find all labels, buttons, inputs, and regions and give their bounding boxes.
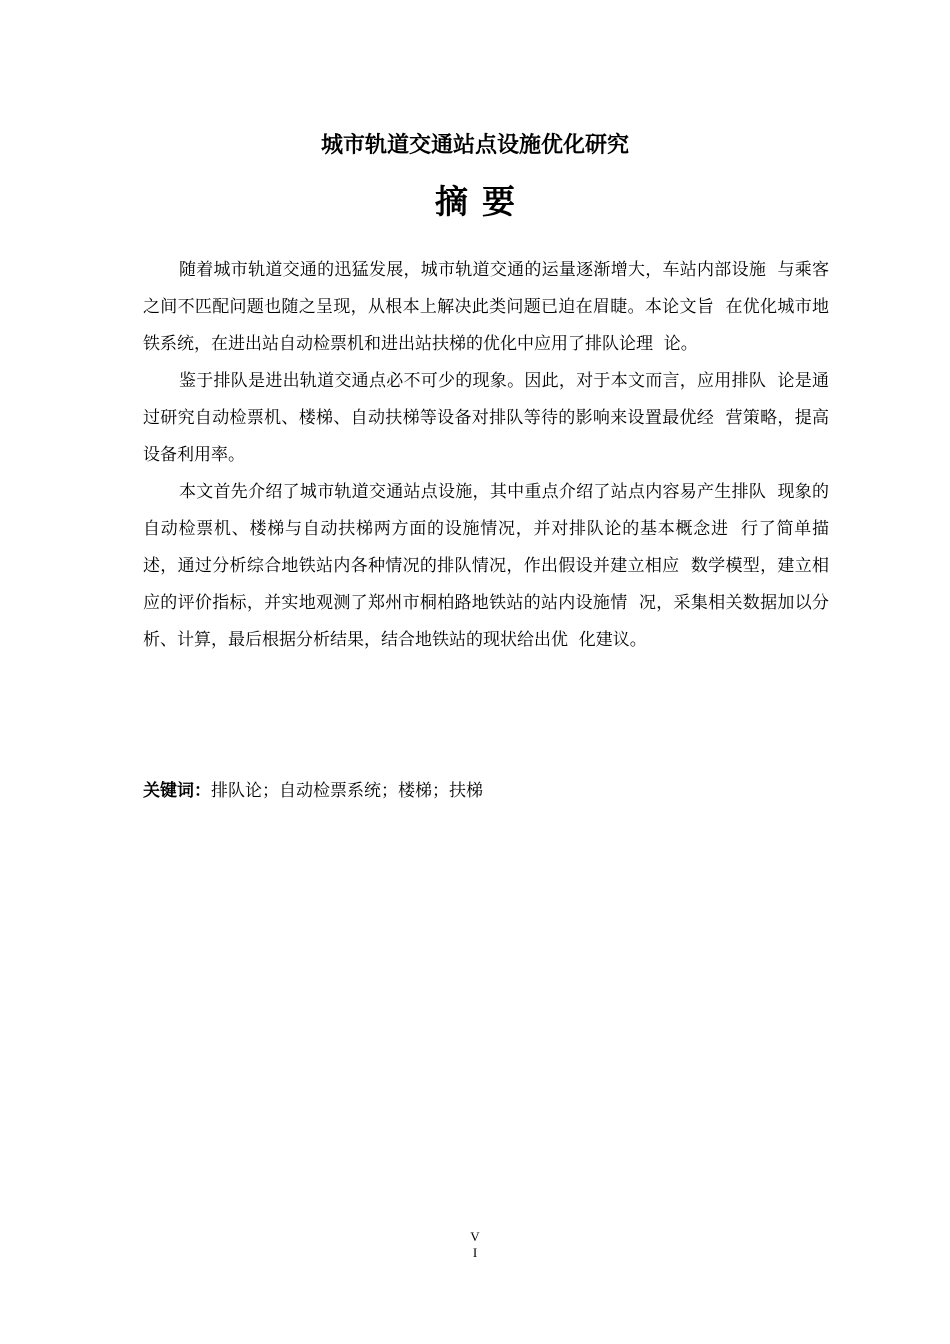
page-number-line-1: V — [470, 1229, 480, 1244]
keywords-value: 排队论；自动检票系统；楼梯；扶梯 — [211, 781, 483, 801]
abstract-paragraph-1: 随着城市轨道交通的迅猛发展，城市轨道交通的运量逐渐增大，车站内部设施 与乘客之间不匹配问题也随之呈现，从根本上解决此类问题已迫在眉睫。本论文旨 在优化城市地铁系统，在进出站自动检票机和进出站扶梯的优化中应用了排队论理 论。 — [143, 260, 829, 354]
abstract-heading: 摘要 — [435, 182, 529, 221]
abstract-paragraph-3: 本文首先介绍了城市轨道交通站点设施，其中重点介绍了站点内容易产生排队 现象的自动检票机、楼梯与自动扶梯两方面的设施情况，并对排队论的基本概念进 行了简单描述，通过分析综合地铁站内各种情况的排队情况，作出假设并建立相应 数学模型，建立相应的评价指标，并实地观测了郑州市桐柏路地铁站的站内设施情 况，采集相关数据加以分析、计算，最后根据分析结果，结合地铁站的现状给出优 化建议。 — [143, 482, 829, 650]
keywords-line — [143, 776, 483, 806]
abstract-paragraph-2: 鉴于排队是进出轨道交通点必不可少的现象。因此，对于本文而言，应用排队 论是通过研究自动检票机、楼梯、自动扶梯等设备对排队等待的影响来设置最优经 营策略，提高设备利用率。 — [143, 371, 829, 465]
abstract-body — [143, 252, 829, 659]
page-number — [0, 1229, 950, 1261]
page-number-line-2: I — [472, 1245, 478, 1260]
document-title: 城市轨道交通站点设施优化研究 — [320, 133, 629, 158]
keywords-label: 关键词： — [143, 781, 211, 801]
